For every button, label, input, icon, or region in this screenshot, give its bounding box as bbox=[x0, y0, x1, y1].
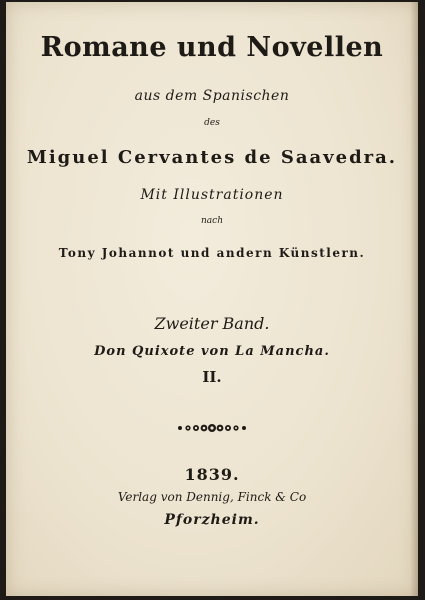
book-title: Romane und Novellen bbox=[40, 32, 384, 63]
ornamental-divider-icon bbox=[176, 420, 248, 436]
des-word: des bbox=[204, 118, 220, 128]
publication-city: Pforzheim. bbox=[164, 512, 260, 528]
title-page bbox=[6, 2, 418, 596]
nach-word: nach bbox=[201, 216, 223, 226]
publication-year: 1839. bbox=[184, 465, 240, 484]
volume-label: Zweiter Band. bbox=[154, 314, 270, 333]
author-name: Miguel Cervantes de Saavedra. bbox=[26, 147, 398, 168]
publisher-line: Verlag von Dennig, Finck & Co bbox=[117, 490, 307, 504]
illustrators-line: Tony Johannot und andern Künstlern. bbox=[58, 246, 366, 260]
subtitle: aus dem Spanischen bbox=[134, 88, 290, 104]
part-number: II. bbox=[202, 368, 222, 386]
work-title: Don Quixote von La Mancha. bbox=[94, 344, 330, 359]
illustrations-line: Mit Illustrationen bbox=[140, 187, 284, 203]
